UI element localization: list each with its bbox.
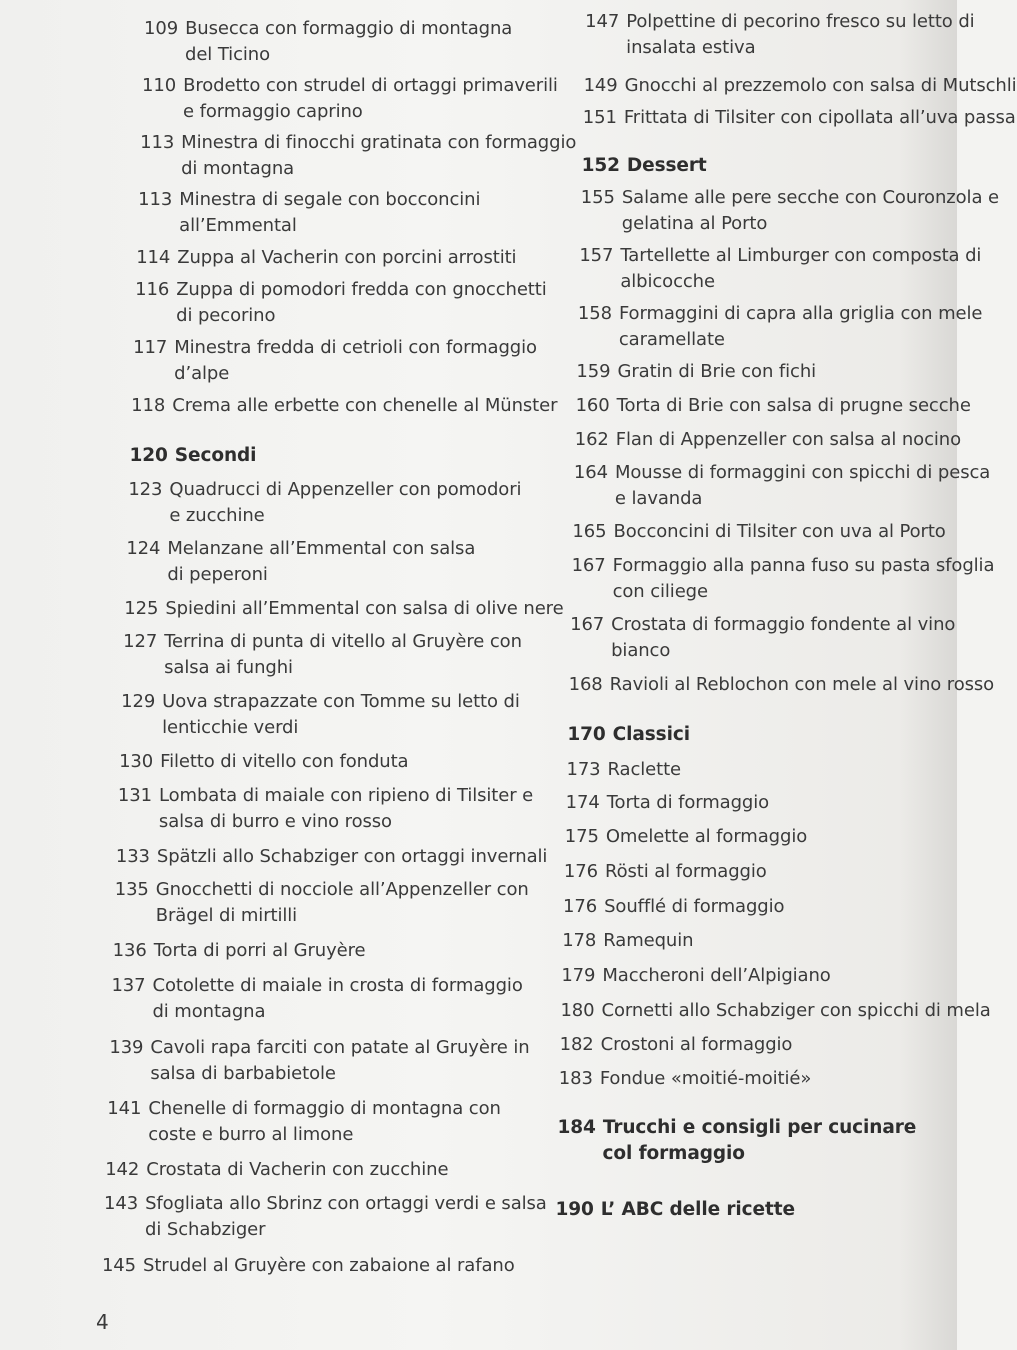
toc-entry	[562, 928, 693, 954]
page-ref-number: 139	[109, 1037, 144, 1058]
toc-title-continuation: gelatina al Porto	[621, 212, 768, 234]
page-ref-number: 159	[576, 361, 611, 382]
page-ref-number: 141	[107, 1098, 142, 1119]
toc-title-continuation: e formaggio caprino	[183, 100, 363, 122]
toc-entry	[575, 427, 961, 453]
toc-entry	[121, 689, 520, 740]
toc-title-continuation: con ciliege	[612, 580, 708, 602]
toc-title: Bocconcini di Tilsiter con uva al Porto	[613, 521, 946, 542]
toc-entry	[579, 243, 981, 294]
toc-entry	[564, 859, 767, 885]
page-ref-number: 175	[564, 826, 599, 847]
toc-title: Crostata di Vacherin con zucchine	[146, 1159, 449, 1180]
page-ref-number: 176	[563, 896, 598, 917]
toc-title: Cotolette di maiale in crosta di formaggio	[152, 975, 523, 996]
toc-title: Filetto di vitello con fonduta	[160, 751, 409, 772]
toc-title: Fondue «moitié-moitié»	[599, 1068, 812, 1089]
page-ref-number: 167	[570, 614, 605, 635]
page-ref-number: 129	[121, 691, 156, 712]
page-ref-number: 118	[131, 395, 166, 416]
toc-title: Dessert	[626, 155, 707, 176]
page-ref-number: 127	[123, 631, 158, 652]
toc-entry	[572, 553, 995, 604]
toc-title-continuation: lenticchie verdi	[162, 716, 299, 738]
toc-entry	[560, 1032, 793, 1058]
page-ref-number: 162	[574, 429, 609, 450]
toc-title-continuation: di Schabziger	[145, 1218, 266, 1240]
page-ref-number: 116	[135, 279, 170, 300]
toc-title: Maccheroni dell’Alpigiano	[602, 965, 831, 986]
toc-title: Torta di porri al Gruyère	[153, 940, 366, 961]
page-ref-number: 149	[583, 75, 618, 96]
toc-title: Salame alle pere secche con Couronzola e	[621, 187, 999, 208]
page-ref-number: 114	[136, 247, 171, 268]
toc-title: Spiedini all’Emmental con salsa di olive nere	[165, 598, 564, 619]
toc-title: Melanzane all’Emmental con salsa	[167, 538, 476, 559]
toc-title: Spätzli allo Schabziger con ortaggi invernali	[156, 846, 548, 867]
toc-title-continuation: del Ticino	[185, 43, 270, 65]
toc-section-heading	[582, 153, 707, 179]
page-ref-number: 124	[126, 538, 161, 559]
toc-title: Formaggio alla panna fuso su pasta sfoglia	[612, 555, 995, 576]
page-ref-number: 164	[573, 462, 608, 483]
page-ref-number: 184	[557, 1117, 596, 1138]
toc-entry	[119, 749, 408, 775]
toc-entry	[126, 536, 475, 587]
toc-title: Ravioli al Reblochon con mele al vino rosso	[609, 674, 995, 695]
page-ref-number: 183	[558, 1068, 593, 1089]
toc-title: Torta di formaggio	[606, 792, 770, 813]
toc-entry	[142, 73, 558, 124]
toc-section-heading	[555, 1197, 794, 1223]
toc-entry	[561, 963, 830, 989]
toc-title: Sfogliata allo Sbrinz con ortaggi verdi e salsa	[145, 1193, 547, 1214]
toc-entry	[566, 757, 681, 783]
toc-entry	[576, 359, 816, 385]
toc-title: Formaggini di capra alla griglia con mele	[618, 303, 983, 324]
toc-title: Trucchi e consigli per cucinare	[602, 1117, 917, 1138]
toc-entry	[563, 894, 784, 920]
toc-title: Minestra fredda di cetrioli con formaggio	[174, 337, 537, 358]
toc-title-continuation: albicocche	[620, 270, 715, 292]
toc-entry	[116, 844, 547, 870]
toc-title: Torta di Brie con salsa di prugne secche	[616, 395, 971, 416]
toc-entry	[583, 105, 1016, 131]
toc-entry	[111, 973, 522, 1024]
toc-entry	[144, 16, 512, 67]
toc-title: Raclette	[607, 759, 682, 780]
toc-title-continuation: di montagna	[181, 157, 295, 179]
toc-entry	[570, 612, 955, 663]
toc-entry	[569, 672, 995, 698]
toc-entry	[585, 9, 974, 60]
toc-title: Cavoli rapa farciti con patate al Gruyère in	[150, 1037, 530, 1058]
toc-title-continuation: e lavanda	[614, 487, 703, 509]
toc-title: Rösti al formaggio	[604, 861, 767, 882]
page-ref-number: 130	[119, 751, 154, 772]
page-ref-number: 158	[577, 303, 612, 324]
page-ref-number: 110	[142, 75, 177, 96]
page-ref-number: 142	[105, 1159, 140, 1180]
toc-title-continuation: di peperoni	[167, 563, 268, 585]
page-ref-number: 182	[559, 1034, 594, 1055]
page-ref-number: 178	[562, 930, 597, 951]
toc-title-continuation: d’alpe	[174, 362, 230, 384]
page-ref-number: 167	[571, 555, 606, 576]
toc-title: Frittata di Tilsiter con cipollata all’uva passa	[623, 107, 1016, 128]
toc-title: Cornetti allo Schabziger con spicchi di mela	[601, 1000, 991, 1021]
toc-title: Zuppa di pomodori fredda con gnocchetti	[176, 279, 547, 300]
page-ref-number: 174	[565, 792, 600, 813]
toc-title-continuation: col formaggio	[602, 1142, 745, 1164]
toc-title: L’ ABC delle ricette	[600, 1199, 795, 1220]
toc-title: Terrina di punta di vitello al Gruyère con	[164, 631, 522, 652]
page-ref-number: 170	[567, 724, 606, 745]
toc-title-continuation: caramellate	[618, 328, 725, 350]
toc-entry	[105, 1157, 448, 1183]
toc-entry	[113, 938, 366, 964]
page-ref-number: 155	[580, 187, 615, 208]
page-ref-number: 131	[117, 785, 152, 806]
toc-title-continuation: di pecorino	[176, 304, 276, 326]
toc-title: Uova strapazzate con Tomme su letto di	[162, 691, 520, 712]
toc-title: Quadrucci di Appenzeller con pomodori	[169, 479, 522, 500]
page-ref-number: 137	[111, 975, 146, 996]
toc-section-heading	[558, 1115, 917, 1166]
toc-entry	[131, 393, 557, 419]
page-ref-number: 160	[575, 395, 610, 416]
page-ref-number: 123	[128, 479, 163, 500]
toc-title: Tartellette al Limburger con composta di	[620, 245, 982, 266]
page-ref-number: 176	[563, 861, 598, 882]
toc-title: Zuppa al Vacherin con porcini arrostiti	[177, 247, 517, 268]
toc-entry	[559, 1066, 812, 1092]
toc-title: Ramequin	[603, 930, 694, 951]
toc-entry	[115, 877, 529, 928]
toc-title: Flan di Appenzeller con salsa al nocino	[615, 429, 961, 450]
toc-entry	[109, 1035, 529, 1086]
toc-title: Crostata di formaggio fondente al vino	[611, 614, 956, 635]
toc-title: Omelette al formaggio	[605, 826, 808, 847]
page-ref-number: 109	[144, 18, 179, 39]
page-ref-number: 125	[124, 598, 159, 619]
toc-entry	[124, 596, 563, 622]
toc-title: Brodetto con strudel di ortaggi primaverili	[183, 75, 558, 96]
toc-title-continuation: salsa di burro e vino rosso	[158, 810, 392, 832]
toc-entry	[140, 130, 576, 181]
page-ref-number: 190	[555, 1199, 594, 1220]
toc-title-continuation: insalata estiva	[626, 36, 756, 58]
toc-title: Gnocchetti di nocciole all’Appenzeller con	[155, 879, 529, 900]
page-ref-number: 136	[112, 940, 147, 961]
page-ref-number: 152	[581, 155, 620, 176]
page-ref-number: 113	[138, 189, 173, 210]
page-ref-number: 151	[582, 107, 617, 128]
page-ref-number: 180	[560, 1000, 595, 1021]
toc-title-continuation: coste e burro al limone	[148, 1123, 354, 1145]
toc-entry	[104, 1191, 547, 1242]
page-ref-number: 157	[579, 245, 614, 266]
toc-section-heading	[129, 443, 256, 469]
toc-entry	[566, 790, 769, 816]
page-ref-number: 173	[566, 759, 601, 780]
toc-title: Gnocchi al prezzemolo con salsa di Mutschli	[624, 75, 1017, 96]
toc-entry	[128, 477, 521, 528]
page-ref-number: 117	[133, 337, 168, 358]
toc-title: Crema alle erbette con chenelle al Münster	[172, 395, 558, 416]
toc-entry	[133, 335, 537, 386]
toc-title-continuation: e zucchine	[169, 504, 265, 526]
toc-entry	[118, 783, 533, 834]
page-ref-number: 113	[140, 132, 175, 153]
toc-entry	[135, 277, 547, 328]
toc-entry	[584, 73, 1017, 99]
toc-entry	[107, 1096, 501, 1147]
toc-title: Gratin di Brie con fichi	[617, 361, 817, 382]
toc-entry	[136, 245, 516, 271]
toc-entry	[565, 824, 807, 850]
toc-entry	[578, 301, 983, 352]
page-ref-number: 135	[114, 879, 149, 900]
toc-title: Minestra di segale con bocconcini	[179, 189, 481, 210]
page-ref-number: 143	[104, 1193, 139, 1214]
toc-entry	[138, 187, 480, 238]
toc-title: Crostoni al formaggio	[600, 1034, 793, 1055]
toc-title-continuation: all’Emmental	[179, 214, 297, 236]
toc-entry	[581, 185, 999, 236]
toc-title: Minestra di finocchi gratinata con formaggio	[181, 132, 577, 153]
toc-title: Classici	[612, 724, 690, 745]
toc-title-continuation: Brägel di mirtilli	[155, 904, 298, 926]
page-ref-number: 120	[129, 445, 168, 466]
page-ref-number: 179	[561, 965, 596, 986]
page-ref-number: 168	[568, 674, 603, 695]
page-ref-number: 133	[115, 846, 150, 867]
toc-title: Strudel al Gruyère con zabaione al rafano	[143, 1255, 515, 1276]
toc-entry	[572, 519, 945, 545]
toc-title-continuation: bianco	[611, 639, 671, 661]
toc-entry	[574, 460, 990, 511]
toc-title: Lombata di maiale con ripieno di Tilsiter e	[158, 785, 534, 806]
toc-title: Mousse di formaggini con spicchi di pesca	[614, 462, 991, 483]
toc-entry	[560, 998, 990, 1024]
toc-title: Chenelle di formaggio di montagna con	[148, 1098, 501, 1119]
toc-title: Polpettine di pecorino fresco su letto di	[626, 11, 975, 32]
toc-entry	[576, 393, 971, 419]
page-number: 4	[96, 1310, 109, 1334]
toc-section-heading	[567, 722, 690, 748]
page-ref-number: 145	[101, 1255, 136, 1276]
toc-title: Secondi	[174, 445, 257, 466]
page-ref-number: 165	[572, 521, 607, 542]
page-ref-number: 147	[585, 11, 620, 32]
toc-title: Busecca con formaggio di montagna	[185, 18, 513, 39]
toc-title-continuation: salsa di barbabietole	[150, 1062, 336, 1084]
toc-title-continuation: di montagna	[152, 1000, 266, 1022]
toc-entry	[123, 629, 522, 680]
toc-entry	[102, 1253, 515, 1279]
toc-title-continuation: salsa ai funghi	[164, 656, 293, 678]
toc-title: Soufflé di formaggio	[604, 896, 785, 917]
